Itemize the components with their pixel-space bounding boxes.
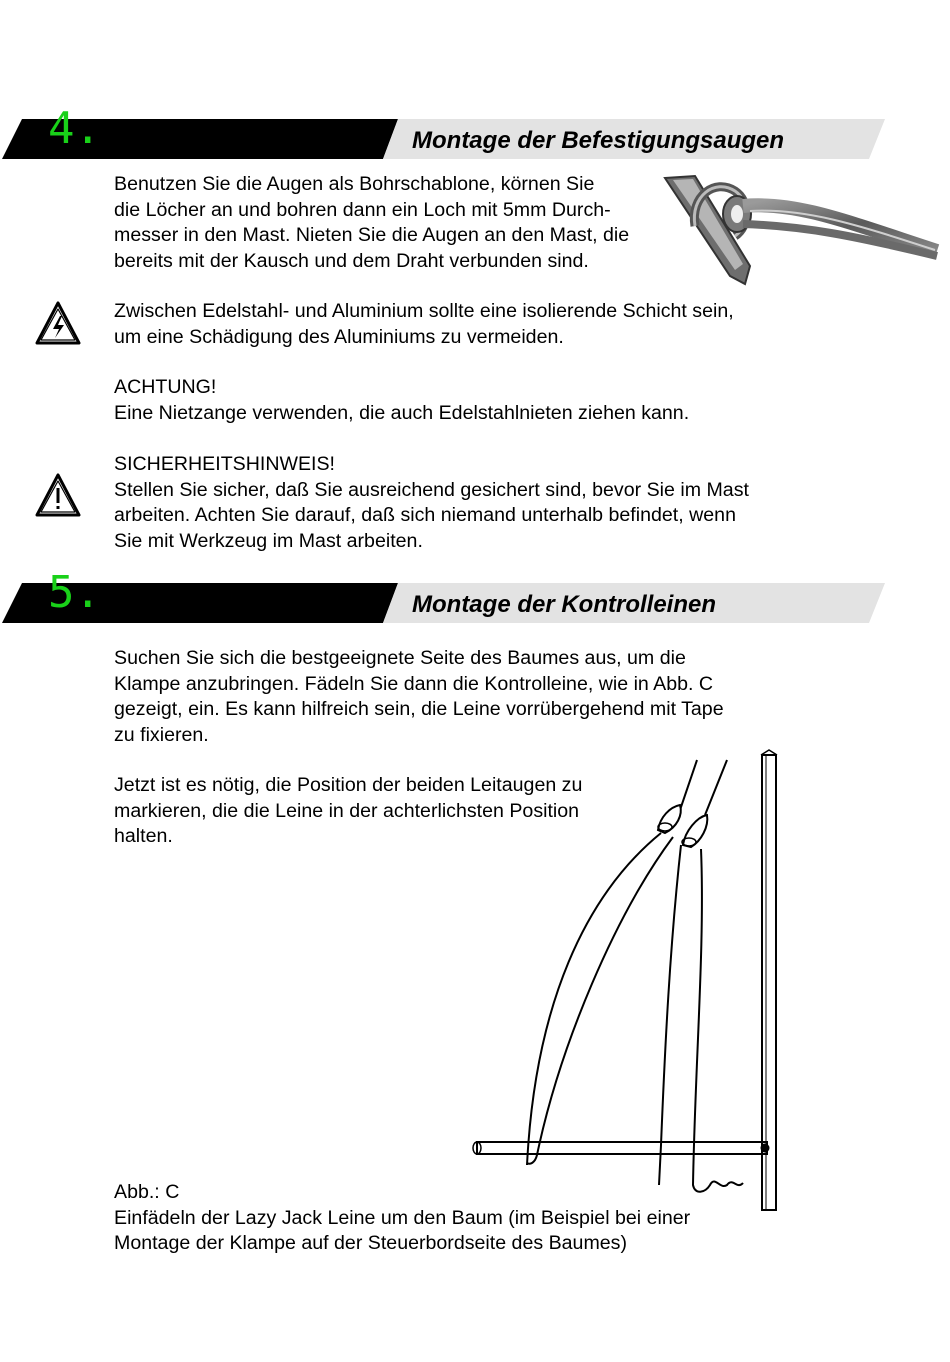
text-line: halten. [114, 825, 173, 847]
text-line: Benutzen Sie die Augen als Bohrschablone, körnen Sie [114, 173, 595, 195]
lightning-warning-icon [34, 300, 82, 346]
text-line: ACHTUNG! [114, 376, 217, 398]
text-line: messer in den Mast. Nieten Sie die Augen an den Mast, die [114, 224, 630, 246]
text-line: Klampe anzubringen. Fädeln Sie dann die Kontrolleine, wie in Abb. C [114, 672, 714, 695]
insulation-note [114, 299, 734, 350]
section-5-number: 5. [48, 567, 101, 618]
text-line: markieren, die die Leine in der achterlichsten Position [114, 799, 580, 822]
text-line: Jetzt ist es nötig, die Position der beiden Leitaugen zu [114, 774, 583, 796]
section-4-title: Montage der Befestigungsaugen [412, 127, 785, 154]
caution-note [114, 375, 689, 426]
text-line: Stellen Sie sicher, daß Sie ausreichend gesichert sind, bevor Sie im Mast [114, 478, 749, 501]
text-line: SICHERHEITSHINWEIS! [114, 453, 335, 475]
safety-note [114, 452, 749, 554]
eyelet-instructions [114, 172, 629, 274]
text-line: bereits mit der Kausch und dem Draht verbunden sind. [114, 249, 589, 272]
text-line: zu fixieren. [114, 723, 209, 746]
text-line: Suchen Sie sich die bestgeeignete Seite des Baumes aus, um die [114, 647, 686, 669]
section-4-header [0, 103, 950, 161]
section-5-header [0, 567, 950, 625]
text-line: Sie mit Werkzeug im Mast arbeiten. [114, 529, 423, 552]
lazy-jack-diagram [465, 745, 795, 1220]
eyelet-illustration [655, 166, 940, 291]
text-line: um eine Schädigung des Aluminiums zu vermeiden. [114, 325, 564, 348]
text-line: Einfädeln der Lazy Jack Leine um den Baum (im Beispiel bei einer [114, 1206, 691, 1229]
text-line: gezeigt, ein. Es kann hilfreich sein, die Leine vorrübergehend mit Tape [114, 698, 724, 720]
text-line: Eine Nietzange verwenden, die auch Edelstahlnieten ziehen kann. [114, 401, 690, 424]
section-5-title: Montage der Kontrolleinen [412, 591, 717, 618]
text-line: Montage der Klampe auf der Steuerbordseite des Baumes) [114, 1232, 627, 1254]
control-line-instructions [114, 646, 724, 748]
text-line: arbeiten. Achten Sie darauf, daß sich niemand unterhalb befindet, wenn [114, 504, 736, 526]
text-line: die Löcher an und bohren dann ein Loch mit 5mm Durch- [114, 198, 611, 221]
exclamation-warning-icon [34, 472, 82, 518]
figure-caption [114, 1180, 690, 1257]
text-line: Zwischen Edelstahl- und Aluminium sollte eine isolierende Schicht sein, [114, 300, 734, 322]
figure-label: Abb.: C [114, 1181, 180, 1203]
section-4-number: 4. [48, 103, 101, 154]
